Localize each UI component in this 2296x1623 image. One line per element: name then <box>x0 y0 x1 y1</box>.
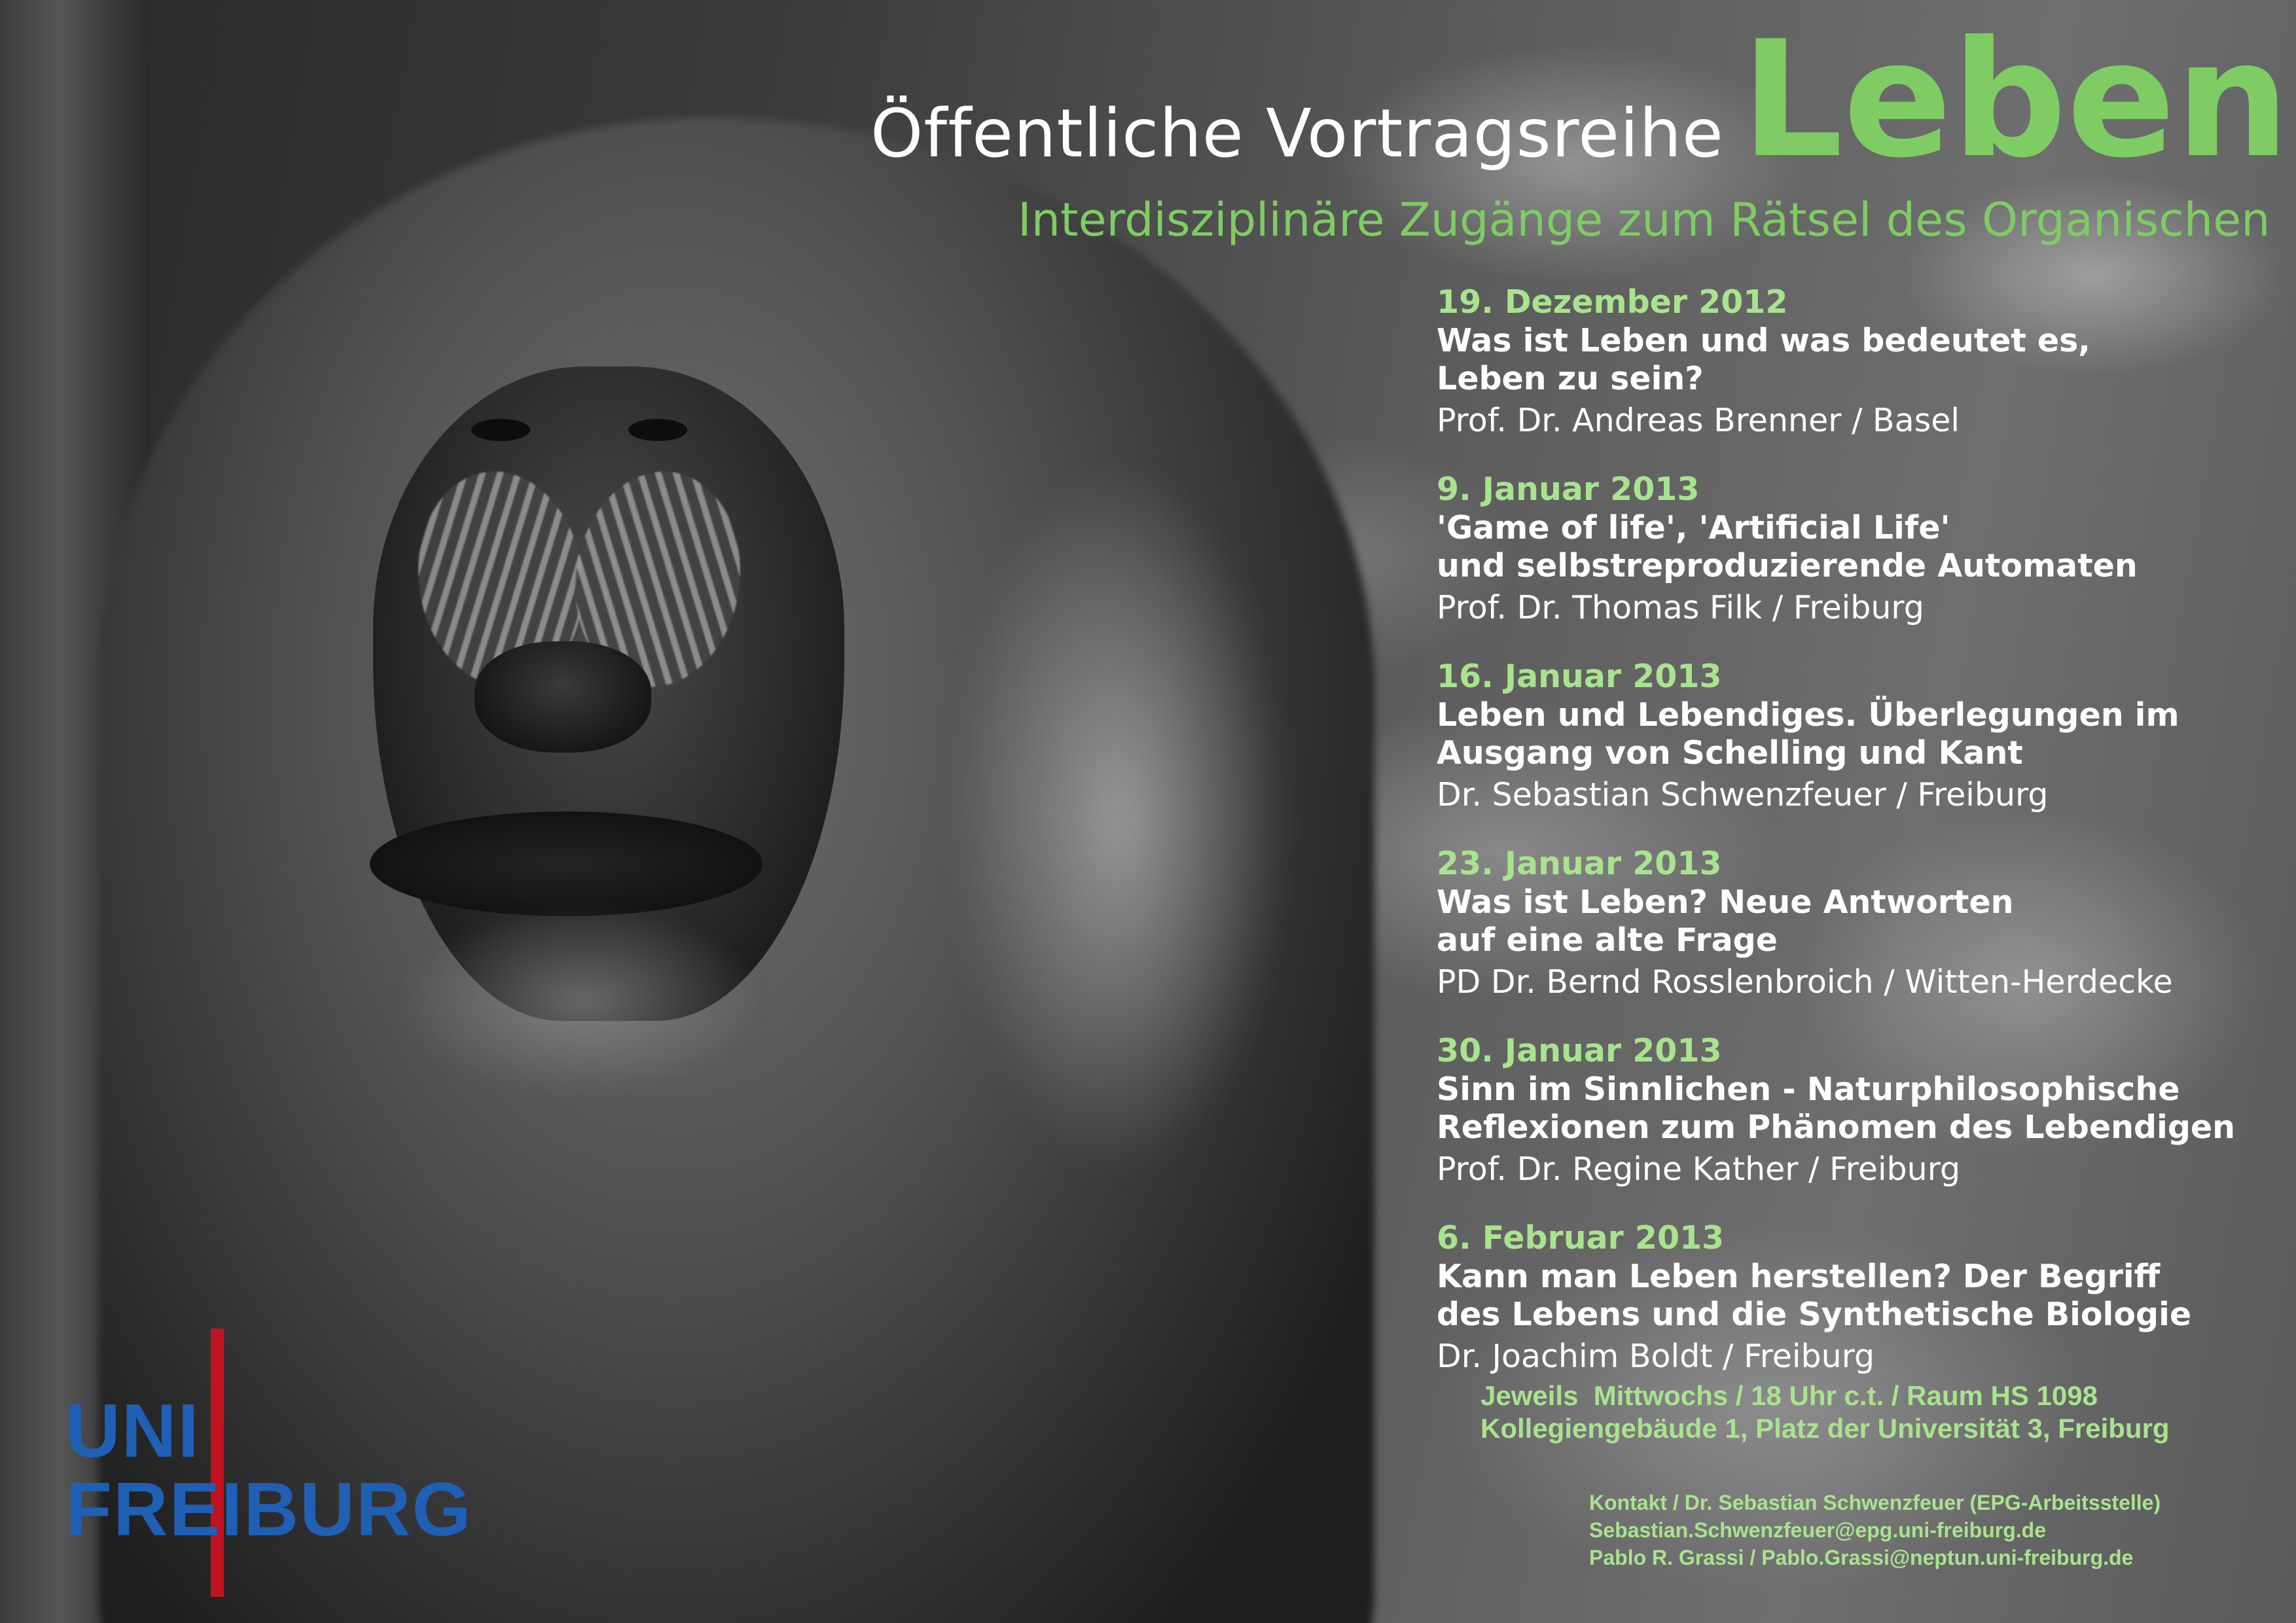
lecture-title-line: Was ist Leben und was bedeutet es, <box>1437 322 2090 359</box>
mandrill-mouth <box>370 812 762 916</box>
mandrill-beard <box>399 903 766 1099</box>
mandrill-fur-highlight <box>949 458 1289 1178</box>
venue-info <box>1480 1380 2170 1445</box>
series-subtitle: Interdisziplinäre Zugänge zum Rätsel des Organischen <box>1018 193 2270 247</box>
contact-email-line: Pablo R. Grassi / Pablo.Grassi@neptun.uni-freiburg.de <box>1589 1546 2134 1569</box>
contact-email-line: Sebastian.Schwenzfeuer@epg.uni-freiburg.de <box>1589 1518 2046 1542</box>
lecture-title-line: Kann man Leben herstellen? Der Begriff <box>1437 1258 2161 1295</box>
lecture-list <box>1437 283 2281 1406</box>
lecture-date: 19. Dezember 2012 <box>1437 283 1788 321</box>
mandrill-eye-right <box>628 419 687 441</box>
lecture-title-line: des Lebens und die Synthetische Biologie <box>1437 1296 2192 1333</box>
logo-text-uni: UNI <box>65 1388 200 1473</box>
series-highlight-title: Leben <box>1741 7 2290 193</box>
lecture-item <box>1437 283 2281 444</box>
logo-text-freiburg: FREIBURG <box>65 1467 473 1552</box>
lecture-title-line: und selbstreproduzierende Automaten <box>1437 547 2138 584</box>
lecture-item <box>1437 1031 2281 1192</box>
mandrill-eye-left <box>471 419 530 441</box>
lecture-speaker: Prof. Dr. Thomas Filk / Freiburg <box>1437 589 1924 626</box>
contact-info <box>1589 1489 2161 1571</box>
lecture-item <box>1437 470 2281 631</box>
lecture-title-line: Leben und Lebendiges. Überlegungen im <box>1437 696 2179 734</box>
lecture-title-line: Ausgang von Schelling und Kant <box>1437 734 2023 772</box>
lecture-title-line: Was ist Leben? Neue Antworten <box>1437 883 2014 921</box>
lecture-item <box>1437 1219 2281 1380</box>
venue-address-line: Kollegiengebäude 1, Platz der Universität 3, Freiburg <box>1480 1413 2170 1444</box>
mandrill-nose <box>475 641 651 753</box>
lecture-title-line: auf eine alte Frage <box>1437 921 1778 959</box>
lecture-item <box>1437 844 2281 1005</box>
lecture-title-line: Sinn im Sinnlichen - Naturphilosophische <box>1437 1071 2180 1108</box>
lecture-item <box>1437 657 2281 818</box>
lecture-title-line: 'Game of life', 'Artificial Life' <box>1437 509 1950 546</box>
lecture-date: 16. Januar 2013 <box>1437 658 1722 695</box>
lecture-title-line: Leben zu sein? <box>1437 360 1704 397</box>
lecture-date: 30. Januar 2013 <box>1437 1032 1722 1069</box>
lecture-speaker: Dr. Sebastian Schwenzfeuer / Freiburg <box>1437 776 2049 813</box>
uni-freiburg-logo <box>65 1329 471 1597</box>
lecture-date: 23. Januar 2013 <box>1437 845 1722 882</box>
series-title: Öffentliche Vortragsreihe <box>870 95 1724 173</box>
lecture-title-line: Reflexionen zum Phänomen des Lebendigen <box>1437 1109 2236 1146</box>
lecture-date: 9. Januar 2013 <box>1437 471 1700 508</box>
contact-line: Kontakt / Dr. Sebastian Schwenzfeuer (EPG-Arbeitsstelle) <box>1589 1491 2161 1514</box>
logo-red-bar <box>211 1329 224 1597</box>
lecture-speaker: Prof. Dr. Andreas Brenner / Basel <box>1437 402 1960 439</box>
venue-time-line: Jeweils Mittwochs / 18 Uhr c.t. / Raum HS 1098 <box>1480 1380 2098 1411</box>
lecture-date: 6. Februar 2013 <box>1437 1219 1725 1257</box>
lecture-speaker: Prof. Dr. Regine Kather / Freiburg <box>1437 1150 1961 1188</box>
lecture-speaker: Dr. Joachim Boldt / Freiburg <box>1437 1338 1875 1375</box>
lecture-speaker: PD Dr. Bernd Rosslenbroich / Witten-Herdecke <box>1437 963 2173 1001</box>
